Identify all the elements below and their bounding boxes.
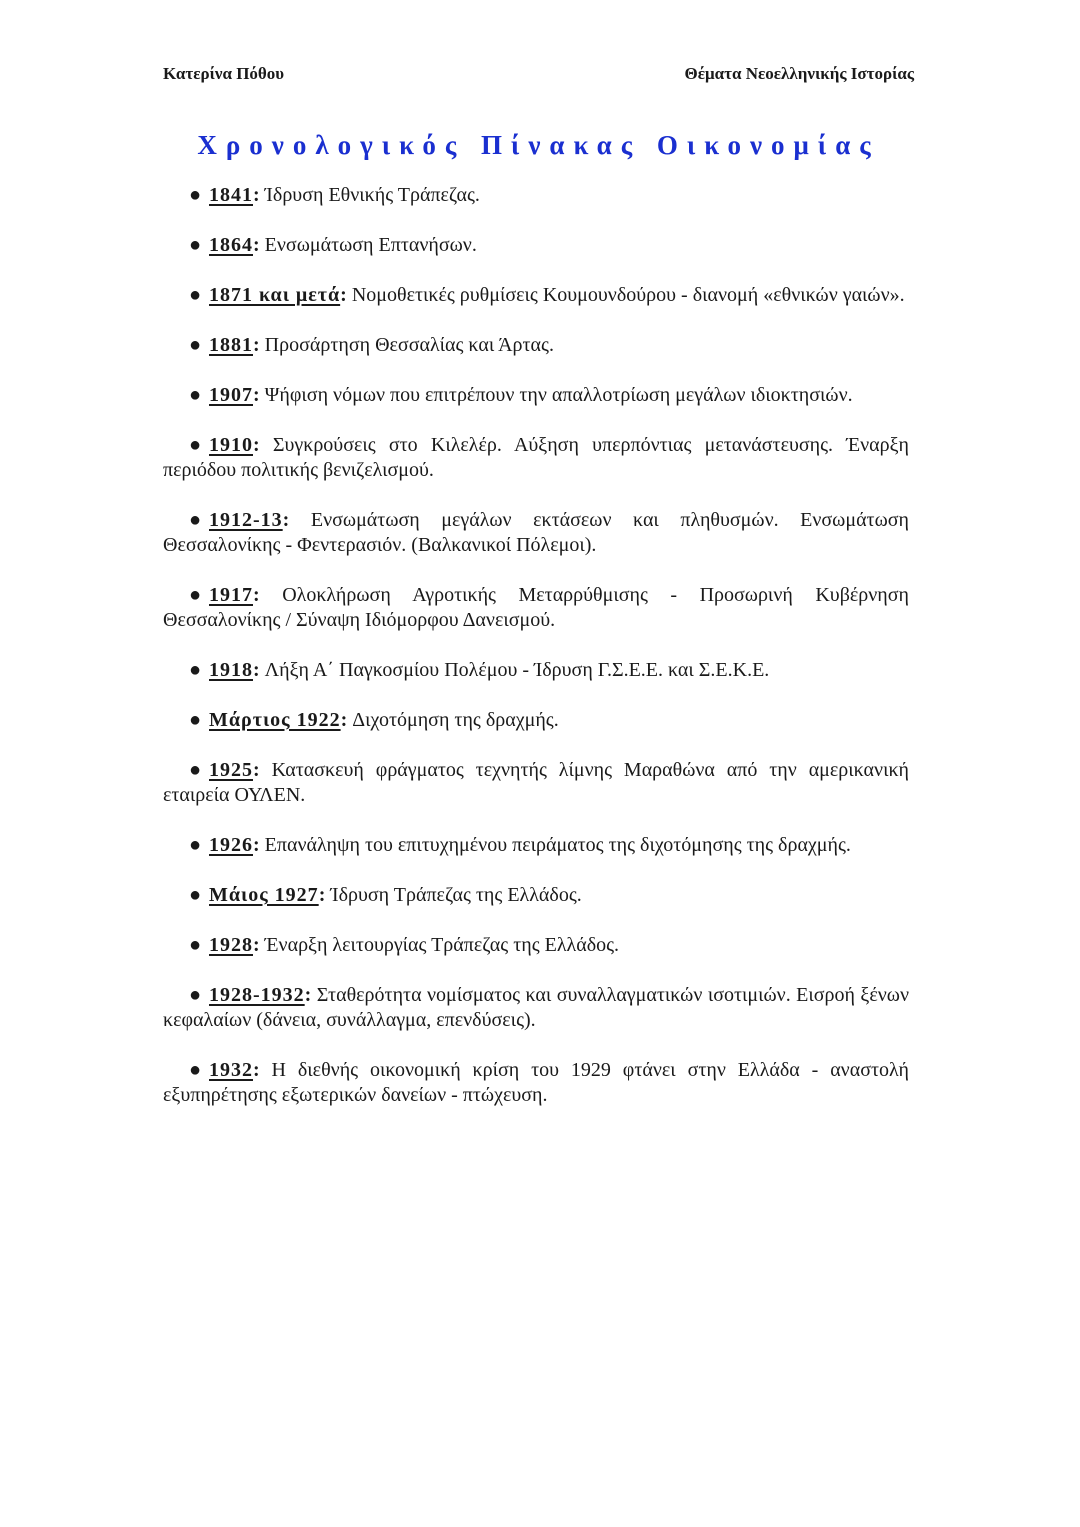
document-title: Χρονολογικός Πίνακας Οικονομίας [197,130,880,160]
entry-separator: : [253,184,265,206]
bullet-icon: ● [189,434,202,456]
entry-separator: : [340,709,353,731]
entry-text: Συγκρούσεις στο Κιλελέρ. Αύξηση υπερπόντιας μετανάστευσης. Έναρξη περιόδου πολιτικής βενιζελισμού. [163,434,909,481]
header-author: Κατερίνα Πόθου [163,64,285,83]
bullet-icon: ● [189,884,202,906]
entry-separator: : [304,984,317,1006]
entry-date: 1912-13 [209,509,283,531]
timeline-entry [163,933,909,958]
timeline-entry [163,333,909,358]
timeline-entry [163,833,909,858]
timeline-entry [163,983,909,1033]
entry-separator: : [253,434,273,456]
entry-text: Η διεθνής οικονομική κρίση του 1929 φτάνει στην Ελλάδα - αναστολή εξυπηρέτησης εξωτερικών δανείων - πτώχευση. [163,1059,909,1106]
entry-text: Επανάληψη του επιτυχημένου πειράματος της διχοτόμησης της δραχμής. [264,834,851,856]
entry-separator: : [253,334,265,356]
bullet-icon: ● [189,284,202,306]
entry-separator: : [253,234,265,256]
entry-text: Προσάρτηση Θεσσαλίας και Άρτας. [264,334,554,356]
entry-separator: : [253,659,265,681]
bullet-icon: ● [189,234,202,256]
timeline-entry [163,658,909,683]
timeline-entry [163,708,909,733]
entry-date: 1932 [209,1059,253,1081]
header-subject: Θέματα Νεοελληνικής Ιστορίας [684,64,914,83]
entry-text: Διχοτόμηση της δραχμής. [352,709,559,731]
entry-separator: : [253,759,272,781]
timeline-entry [163,233,909,258]
entry-date: 1864 [209,234,253,256]
entry-separator: : [282,509,311,531]
entry-separator: : [340,284,352,306]
bullet-icon: ● [189,334,202,356]
bullet-icon: ● [189,709,202,731]
entry-date: 1907 [209,384,253,406]
entry-separator: : [253,934,265,956]
entry-text: Νομοθετικές ρυθμίσεις Κουμουνδούρου - διανομή «εθνικών γαιών». [351,284,905,306]
entry-separator: : [253,834,265,856]
timeline-entry [163,508,909,558]
timeline-entry [163,583,909,633]
entry-text: Ίδρυση Εθνικής Τράπεζας. [264,184,480,206]
bullet-icon: ● [189,659,202,681]
timeline-entry [163,758,909,808]
timeline-list [163,183,909,1133]
entry-separator: : [253,384,265,406]
entry-date: 1881 [209,334,253,356]
entry-text: Λήξη Α΄ Παγκοσμίου Πολέμου - Ίδρυση Γ.Σ.Ε.Ε. και Σ.Ε.Κ.Ε. [264,659,770,681]
bullet-icon: ● [189,509,202,531]
timeline-entry [163,183,909,208]
timeline-entry [163,883,909,908]
entry-text: Ενσωμάτωση μεγάλων εκτάσεων και πληθυσμών. Ενσωμάτωση Θεσσαλονίκης - Φεντερασιόν. (Βαλκανικοί Πόλεμοι). [163,509,909,556]
timeline-entry [163,383,909,408]
entry-date: 1918 [209,659,253,681]
bullet-icon: ● [189,984,202,1006]
entry-date: Μάιος 1927 [209,884,319,906]
entry-text: Κατασκευή φράγματος τεχνητής λίμνης Μαραθώνα από την αμερικανική εταιρεία ΟΥΛΕΝ. [163,759,909,806]
page-header [163,64,914,88]
bullet-icon: ● [189,934,202,956]
entry-date: 1926 [209,834,253,856]
entry-separator: : [318,884,331,906]
entry-date: 1841 [209,184,253,206]
entry-separator: : [253,1059,272,1081]
entry-text: Σταθερότητα νομίσματος και συναλλαγματικών ισοτιμιών. Εισροή ξένων κεφαλαίων (δάνεια, συνάλλαγμα, επενδύσεις). [163,984,909,1031]
entry-text: Έναρξη λειτουργίας Τράπεζας της Ελλάδος. [264,934,620,956]
timeline-entry [163,1058,909,1108]
bullet-icon: ● [189,1059,202,1081]
timeline-entry [163,283,909,308]
bullet-icon: ● [189,184,202,206]
entry-date: 1925 [209,759,253,781]
bullet-icon: ● [189,759,202,781]
entry-date: 1928-1932 [209,984,305,1006]
entry-text: Ενσωμάτωση Επτανήσων. [264,234,477,256]
timeline-entry [163,433,909,483]
entry-date: 1910 [209,434,253,456]
entry-date: Μάρτιος 1922 [209,709,341,731]
entry-text: Ψήφιση νόμων που επιτρέπουν την απαλλοτρίωση μεγάλων ιδιοκτησιών. [264,384,853,406]
bullet-icon: ● [189,834,202,856]
entry-text: Ολοκλήρωση Αγροτικής Μεταρρύθμισης - Προσωρινή Κυβέρνηση Θεσσαλονίκης / Σύναψη Ιδιόμορφου Δανεισμού. [163,584,909,631]
bullet-icon: ● [189,584,202,606]
bullet-icon: ● [189,384,202,406]
entry-date: 1871 και μετά [209,284,341,306]
entry-date: 1917 [209,584,253,606]
entry-separator: : [253,584,283,606]
entry-text: Ίδρυση Τράπεζας της Ελλάδος. [330,884,582,906]
entry-date: 1928 [209,934,253,956]
